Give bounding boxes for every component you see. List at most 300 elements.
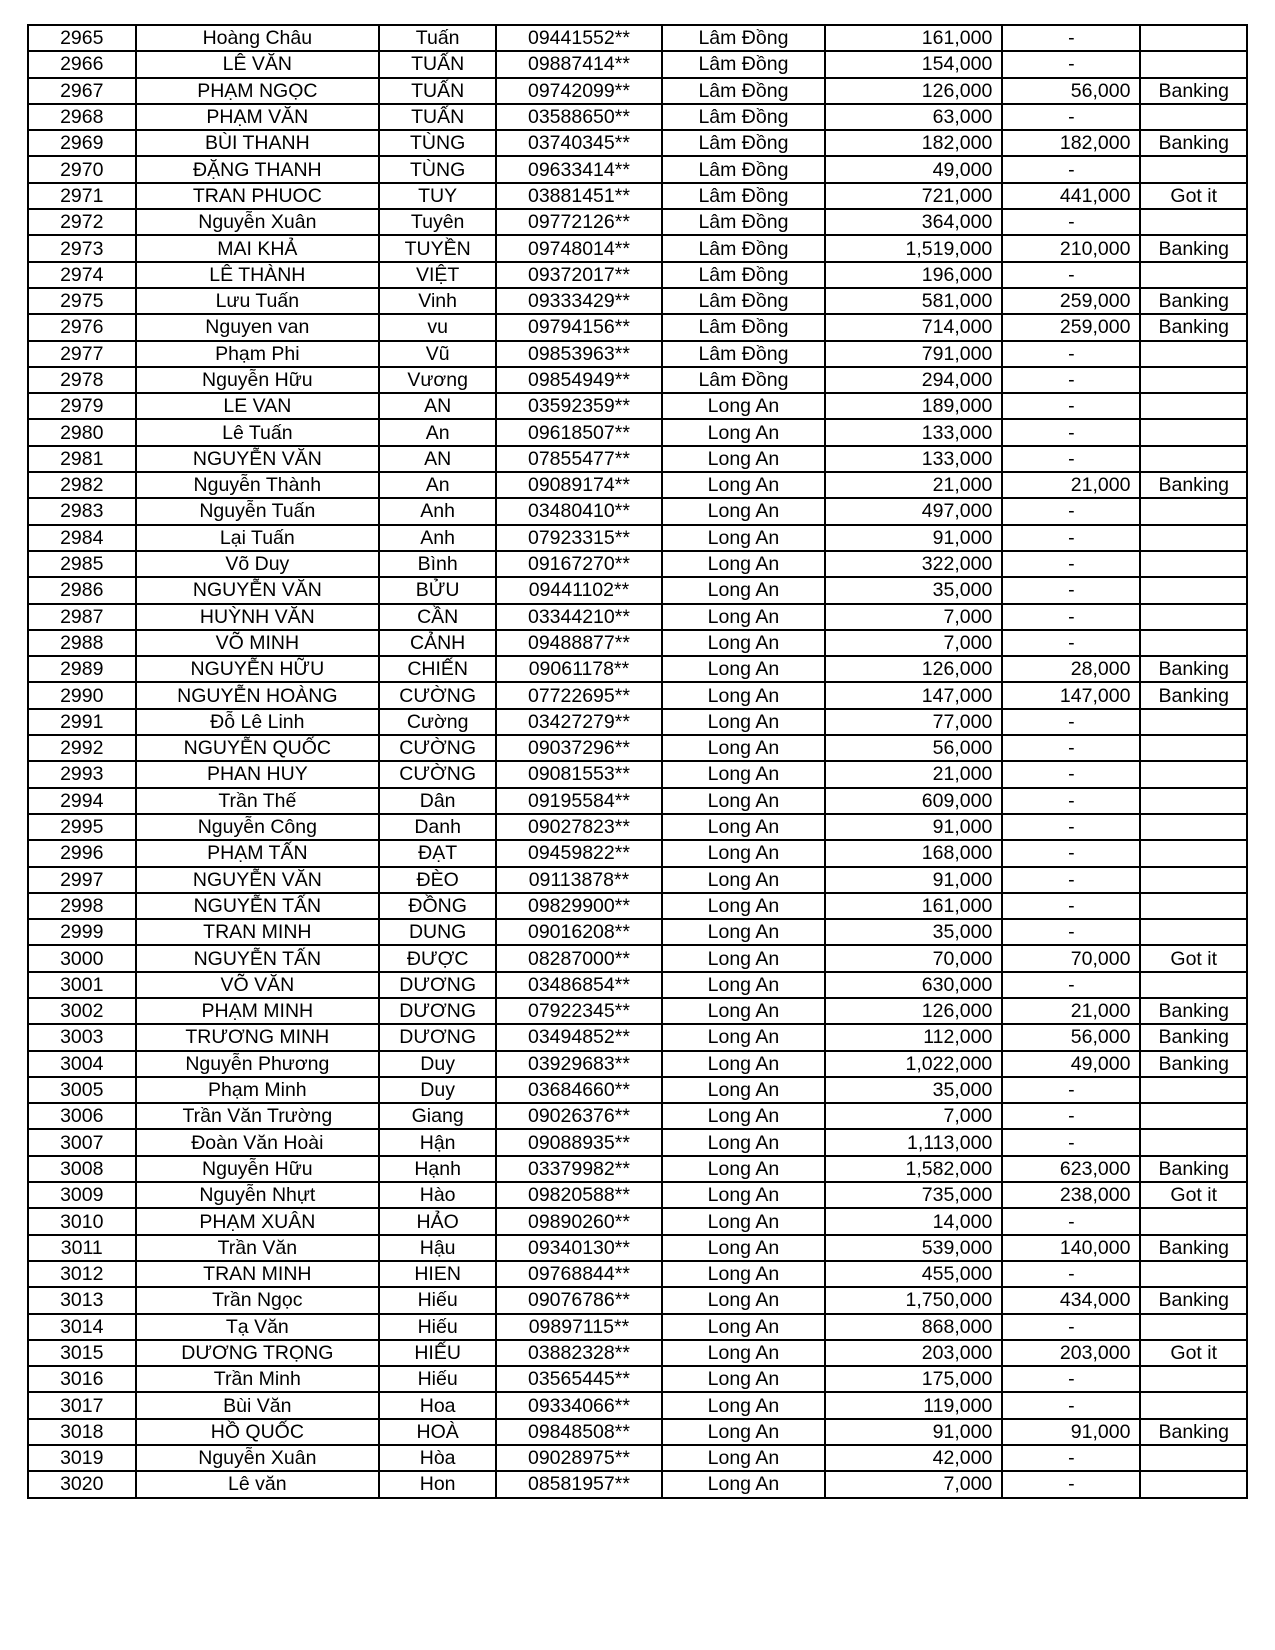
table-row [28, 1340, 1247, 1366]
amount-cell: 14,000 [825, 1208, 1002, 1234]
row-number: 3015 [28, 1340, 136, 1366]
phone-cell: 08287000** [496, 945, 662, 971]
table-row [28, 945, 1247, 971]
method-cell [1140, 1314, 1247, 1340]
given-name-cell: TUY [379, 183, 496, 209]
table-row [28, 235, 1247, 261]
phone-cell: 09037296** [496, 735, 662, 761]
province-cell: Lâm Đồng [662, 78, 825, 104]
surname-cell: PHẠM XUÂN [136, 1208, 380, 1234]
amount-cell: 539,000 [825, 1235, 1002, 1261]
row-number: 3011 [28, 1235, 136, 1261]
paid-cell: 259,000 [1002, 288, 1140, 314]
amount-cell: 721,000 [825, 183, 1002, 209]
amount-cell: 63,000 [825, 104, 1002, 130]
paid-cell: - [1002, 709, 1140, 735]
phone-cell: 09441552** [496, 25, 662, 51]
method-cell [1140, 262, 1247, 288]
paid-cell: - [1002, 1314, 1140, 1340]
province-cell: Lâm Đồng [662, 235, 825, 261]
given-name-cell: CẢNH [379, 630, 496, 656]
method-cell: Banking [1140, 1051, 1247, 1077]
given-name-cell: Hận [379, 1129, 496, 1155]
province-cell: Long An [662, 1340, 825, 1366]
table-row [28, 209, 1247, 235]
paid-cell: - [1002, 25, 1140, 51]
surname-cell: PHẠM VĂN [136, 104, 380, 130]
phone-cell: 03881451** [496, 183, 662, 209]
row-number: 2986 [28, 577, 136, 603]
paid-cell: 434,000 [1002, 1287, 1140, 1313]
table-row [28, 1051, 1247, 1077]
amount-cell: 21,000 [825, 761, 1002, 787]
province-cell: Long An [662, 709, 825, 735]
given-name-cell: ĐƯỢC [379, 945, 496, 971]
paid-cell: - [1002, 1129, 1140, 1155]
table-row [28, 919, 1247, 945]
amount-cell: 161,000 [825, 893, 1002, 919]
surname-cell: Lưu Tuấn [136, 288, 380, 314]
table-row [28, 183, 1247, 209]
given-name-cell: TÙNG [379, 130, 496, 156]
table-row [28, 1471, 1247, 1497]
province-cell: Long An [662, 525, 825, 551]
paid-cell: 210,000 [1002, 235, 1140, 261]
paid-cell: - [1002, 867, 1140, 893]
given-name-cell: DUNG [379, 919, 496, 945]
table-row [28, 130, 1247, 156]
paid-cell: - [1002, 972, 1140, 998]
given-name-cell: TUẤN [379, 51, 496, 77]
amount-cell: 7,000 [825, 604, 1002, 630]
phone-cell: 09167270** [496, 551, 662, 577]
phone-cell: 09748014** [496, 235, 662, 261]
given-name-cell: An [379, 472, 496, 498]
method-cell [1140, 867, 1247, 893]
given-name-cell: VIỆT [379, 262, 496, 288]
phone-cell: 09854949** [496, 367, 662, 393]
given-name-cell: Hiếu [379, 1314, 496, 1340]
surname-cell: Lê văn [136, 1471, 380, 1497]
row-number: 2969 [28, 130, 136, 156]
given-name-cell: HIEN [379, 1261, 496, 1287]
paid-cell: 56,000 [1002, 78, 1140, 104]
paid-cell: - [1002, 893, 1140, 919]
row-number: 2977 [28, 341, 136, 367]
table-row [28, 1419, 1247, 1445]
phone-cell: 09081553** [496, 761, 662, 787]
surname-cell: NGUYỄN VĂN [136, 446, 380, 472]
given-name-cell: CẦN [379, 604, 496, 630]
phone-cell: 03486854** [496, 972, 662, 998]
surname-cell: NGUYỄN TẤN [136, 945, 380, 971]
row-number: 3001 [28, 972, 136, 998]
table-row [28, 314, 1247, 340]
phone-cell: 09633414** [496, 156, 662, 182]
surname-cell: Nguyễn Xuân [136, 209, 380, 235]
amount-cell: 609,000 [825, 788, 1002, 814]
row-number: 3010 [28, 1208, 136, 1234]
surname-cell: LÊ VĂN [136, 51, 380, 77]
province-cell: Long An [662, 577, 825, 603]
method-cell [1140, 577, 1247, 603]
row-number: 2975 [28, 288, 136, 314]
amount-cell: 1,022,000 [825, 1051, 1002, 1077]
paid-cell: 21,000 [1002, 472, 1140, 498]
table-row [28, 1129, 1247, 1155]
surname-cell: Đoàn Văn Hoài [136, 1129, 380, 1155]
province-cell: Lâm Đồng [662, 367, 825, 393]
surname-cell: VÕ MINH [136, 630, 380, 656]
table-row [28, 1235, 1247, 1261]
row-number: 2995 [28, 814, 136, 840]
paid-cell: - [1002, 1261, 1140, 1287]
paid-cell: - [1002, 577, 1140, 603]
province-cell: Long An [662, 630, 825, 656]
paid-cell: - [1002, 341, 1140, 367]
surname-cell: NGUYỄN QUỐC [136, 735, 380, 761]
table-row [28, 788, 1247, 814]
method-cell [1140, 25, 1247, 51]
paid-cell: 147,000 [1002, 682, 1140, 708]
surname-cell: NGUYỄN HOÀNG [136, 682, 380, 708]
amount-cell: 168,000 [825, 840, 1002, 866]
phone-cell: 03740345** [496, 130, 662, 156]
given-name-cell: Hiếu [379, 1366, 496, 1392]
given-name-cell: Vinh [379, 288, 496, 314]
table-row [28, 1314, 1247, 1340]
surname-cell: Nguyen van [136, 314, 380, 340]
amount-cell: 175,000 [825, 1366, 1002, 1392]
given-name-cell: AN [379, 393, 496, 419]
paid-cell: - [1002, 761, 1140, 787]
method-cell: Banking [1140, 1235, 1247, 1261]
given-name-cell: Cường [379, 709, 496, 735]
row-number: 3009 [28, 1182, 136, 1208]
province-cell: Long An [662, 1392, 825, 1418]
province-cell: Long An [662, 419, 825, 445]
method-cell [1140, 1208, 1247, 1234]
row-number: 2971 [28, 183, 136, 209]
row-number: 3012 [28, 1261, 136, 1287]
row-number: 2972 [28, 209, 136, 235]
phone-cell: 09076786** [496, 1287, 662, 1313]
surname-cell: VÕ VĂN [136, 972, 380, 998]
paid-cell: - [1002, 551, 1140, 577]
paid-cell: 70,000 [1002, 945, 1140, 971]
method-cell: Banking [1140, 235, 1247, 261]
paid-cell: - [1002, 393, 1140, 419]
phone-cell: 09061178** [496, 656, 662, 682]
province-cell: Lâm Đồng [662, 156, 825, 182]
phone-cell: 09195584** [496, 788, 662, 814]
amount-cell: 868,000 [825, 1314, 1002, 1340]
amount-cell: 126,000 [825, 998, 1002, 1024]
method-cell [1140, 498, 1247, 524]
paid-cell: - [1002, 1077, 1140, 1103]
province-cell: Long An [662, 1471, 825, 1497]
phone-cell: 09853963** [496, 341, 662, 367]
amount-cell: 77,000 [825, 709, 1002, 735]
paid-cell: - [1002, 840, 1140, 866]
given-name-cell: ĐẠT [379, 840, 496, 866]
given-name-cell: Duy [379, 1077, 496, 1103]
surname-cell: TRƯƠNG MINH [136, 1024, 380, 1050]
method-cell: Banking [1140, 130, 1247, 156]
amount-cell: 7,000 [825, 630, 1002, 656]
paid-cell: - [1002, 525, 1140, 551]
phone-cell: 03882328** [496, 1340, 662, 1366]
row-number: 2965 [28, 25, 136, 51]
phone-cell: 03929683** [496, 1051, 662, 1077]
amount-cell: 161,000 [825, 25, 1002, 51]
row-number: 3019 [28, 1445, 136, 1471]
amount-cell: 91,000 [825, 867, 1002, 893]
method-cell: Got it [1140, 1340, 1247, 1366]
surname-cell: DƯƠNG TRỌNG [136, 1340, 380, 1366]
method-cell [1140, 1471, 1247, 1497]
paid-cell: 259,000 [1002, 314, 1140, 340]
row-number: 2990 [28, 682, 136, 708]
phone-cell: 07855477** [496, 446, 662, 472]
surname-cell: Nguyễn Hữu [136, 367, 380, 393]
row-number: 2967 [28, 78, 136, 104]
province-cell: Long An [662, 761, 825, 787]
row-number: 3014 [28, 1314, 136, 1340]
method-cell [1140, 104, 1247, 130]
phone-cell: 09768844** [496, 1261, 662, 1287]
row-number: 3016 [28, 1366, 136, 1392]
table-row [28, 288, 1247, 314]
method-cell [1140, 604, 1247, 630]
amount-cell: 21,000 [825, 472, 1002, 498]
province-cell: Lâm Đồng [662, 130, 825, 156]
given-name-cell: Vương [379, 367, 496, 393]
table-row [28, 735, 1247, 761]
surname-cell: Phạm Minh [136, 1077, 380, 1103]
table-row [28, 577, 1247, 603]
row-number: 2996 [28, 840, 136, 866]
given-name-cell: TUẤN [379, 104, 496, 130]
surname-cell: PHẠM MINH [136, 998, 380, 1024]
province-cell: Long An [662, 604, 825, 630]
table-row [28, 761, 1247, 787]
province-cell: Long An [662, 656, 825, 682]
phone-cell: 09333429** [496, 288, 662, 314]
surname-cell: NGUYỄN TẤN [136, 893, 380, 919]
province-cell: Long An [662, 867, 825, 893]
province-cell: Long An [662, 551, 825, 577]
paid-cell: - [1002, 367, 1140, 393]
method-cell [1140, 1445, 1247, 1471]
phone-cell: 09742099** [496, 78, 662, 104]
table-row [28, 867, 1247, 893]
row-number: 3005 [28, 1077, 136, 1103]
province-cell: Lâm Đồng [662, 51, 825, 77]
amount-cell: 581,000 [825, 288, 1002, 314]
paid-cell: 28,000 [1002, 656, 1140, 682]
phone-cell: 03565445** [496, 1366, 662, 1392]
phone-cell: 03592359** [496, 393, 662, 419]
table-row [28, 367, 1247, 393]
paid-cell: - [1002, 919, 1140, 945]
method-cell [1140, 1103, 1247, 1129]
table-row [28, 156, 1247, 182]
method-cell [1140, 709, 1247, 735]
table-row [28, 656, 1247, 682]
row-number: 2978 [28, 367, 136, 393]
row-number: 2993 [28, 761, 136, 787]
given-name-cell: Tuyên [379, 209, 496, 235]
table-row [28, 525, 1247, 551]
amount-cell: 203,000 [825, 1340, 1002, 1366]
amount-cell: 735,000 [825, 1182, 1002, 1208]
phone-cell: 07722695** [496, 682, 662, 708]
row-number: 3008 [28, 1156, 136, 1182]
given-name-cell: Anh [379, 498, 496, 524]
phone-cell: 09890260** [496, 1208, 662, 1234]
method-cell [1140, 1392, 1247, 1418]
phone-cell: 07923315** [496, 525, 662, 551]
table-row [28, 682, 1247, 708]
paid-cell: 140,000 [1002, 1235, 1140, 1261]
surname-cell: Lại Tuấn [136, 525, 380, 551]
province-cell: Lâm Đồng [662, 341, 825, 367]
province-cell: Long An [662, 1208, 825, 1234]
phone-cell: 09488877** [496, 630, 662, 656]
given-name-cell: HẢO [379, 1208, 496, 1234]
row-number: 3003 [28, 1024, 136, 1050]
given-name-cell: HIẾU [379, 1340, 496, 1366]
given-name-cell: Hậu [379, 1235, 496, 1261]
given-name-cell: CƯỜNG [379, 682, 496, 708]
row-number: 2976 [28, 314, 136, 340]
province-cell: Long An [662, 1261, 825, 1287]
table-row [28, 1077, 1247, 1103]
row-number: 2968 [28, 104, 136, 130]
amount-cell: 35,000 [825, 1077, 1002, 1103]
given-name-cell: ĐỒNG [379, 893, 496, 919]
surname-cell: TRAN MINH [136, 1261, 380, 1287]
amount-cell: 714,000 [825, 314, 1002, 340]
row-number: 2980 [28, 419, 136, 445]
paid-cell: - [1002, 498, 1140, 524]
paid-cell: 56,000 [1002, 1024, 1140, 1050]
method-cell [1140, 630, 1247, 656]
row-number: 3018 [28, 1419, 136, 1445]
method-cell [1140, 1077, 1247, 1103]
amount-cell: 112,000 [825, 1024, 1002, 1050]
amount-cell: 35,000 [825, 919, 1002, 945]
surname-cell: Nguyễn Xuân [136, 1445, 380, 1471]
amount-cell: 1,582,000 [825, 1156, 1002, 1182]
given-name-cell: ĐÈO [379, 867, 496, 893]
amount-cell: 497,000 [825, 498, 1002, 524]
method-cell [1140, 761, 1247, 787]
phone-cell: 09829900** [496, 893, 662, 919]
surname-cell: Trần Ngọc [136, 1287, 380, 1313]
paid-cell: 49,000 [1002, 1051, 1140, 1077]
amount-cell: 119,000 [825, 1392, 1002, 1418]
province-cell: Long An [662, 919, 825, 945]
table-row [28, 393, 1247, 419]
paid-cell: - [1002, 262, 1140, 288]
given-name-cell: Danh [379, 814, 496, 840]
paid-cell: 91,000 [1002, 1419, 1140, 1445]
row-number: 3017 [28, 1392, 136, 1418]
method-cell: Banking [1140, 656, 1247, 682]
amount-cell: 182,000 [825, 130, 1002, 156]
method-cell [1140, 919, 1247, 945]
phone-cell: 09794156** [496, 314, 662, 340]
method-cell: Banking [1140, 472, 1247, 498]
given-name-cell: DƯƠNG [379, 1024, 496, 1050]
given-name-cell: Tuấn [379, 25, 496, 51]
phone-cell: 08581957** [496, 1471, 662, 1497]
given-name-cell: Duy [379, 1051, 496, 1077]
given-name-cell: vu [379, 314, 496, 340]
table-row [28, 1208, 1247, 1234]
paid-cell: - [1002, 446, 1140, 472]
paid-cell: 623,000 [1002, 1156, 1140, 1182]
province-cell: Long An [662, 998, 825, 1024]
given-name-cell: Vũ [379, 341, 496, 367]
paid-cell: - [1002, 104, 1140, 130]
method-cell: Banking [1140, 682, 1247, 708]
method-cell: Banking [1140, 314, 1247, 340]
surname-cell: Nguyễn Phương [136, 1051, 380, 1077]
paid-cell: 441,000 [1002, 183, 1140, 209]
row-number: 3006 [28, 1103, 136, 1129]
amount-cell: 56,000 [825, 735, 1002, 761]
phone-cell: 09820588** [496, 1182, 662, 1208]
given-name-cell: Giang [379, 1103, 496, 1129]
phone-cell: 09772126** [496, 209, 662, 235]
paid-cell: 21,000 [1002, 998, 1140, 1024]
method-cell: Banking [1140, 1024, 1247, 1050]
table-row [28, 25, 1247, 51]
method-cell [1140, 840, 1247, 866]
table-row [28, 341, 1247, 367]
paid-cell: - [1002, 156, 1140, 182]
province-cell: Long An [662, 735, 825, 761]
method-cell [1140, 51, 1247, 77]
row-number: 2982 [28, 472, 136, 498]
surname-cell: Nguyễn Nhựt [136, 1182, 380, 1208]
province-cell: Long An [662, 893, 825, 919]
province-cell: Long An [662, 1366, 825, 1392]
amount-cell: 1,750,000 [825, 1287, 1002, 1313]
method-cell [1140, 156, 1247, 182]
paid-cell: - [1002, 1103, 1140, 1129]
table-row [28, 446, 1247, 472]
method-cell: Banking [1140, 1287, 1247, 1313]
phone-cell: 03588650** [496, 104, 662, 130]
given-name-cell: An [379, 419, 496, 445]
amount-cell: 455,000 [825, 1261, 1002, 1287]
amount-cell: 154,000 [825, 51, 1002, 77]
given-name-cell: Hòa [379, 1445, 496, 1471]
surname-cell: LE VAN [136, 393, 380, 419]
surname-cell: Nguyễn Hữu [136, 1156, 380, 1182]
method-cell [1140, 1261, 1247, 1287]
given-name-cell: DƯƠNG [379, 998, 496, 1024]
phone-cell: 09372017** [496, 262, 662, 288]
method-cell: Got it [1140, 183, 1247, 209]
paid-cell: - [1002, 1208, 1140, 1234]
phone-cell: 09897115** [496, 1314, 662, 1340]
table-row [28, 104, 1247, 130]
